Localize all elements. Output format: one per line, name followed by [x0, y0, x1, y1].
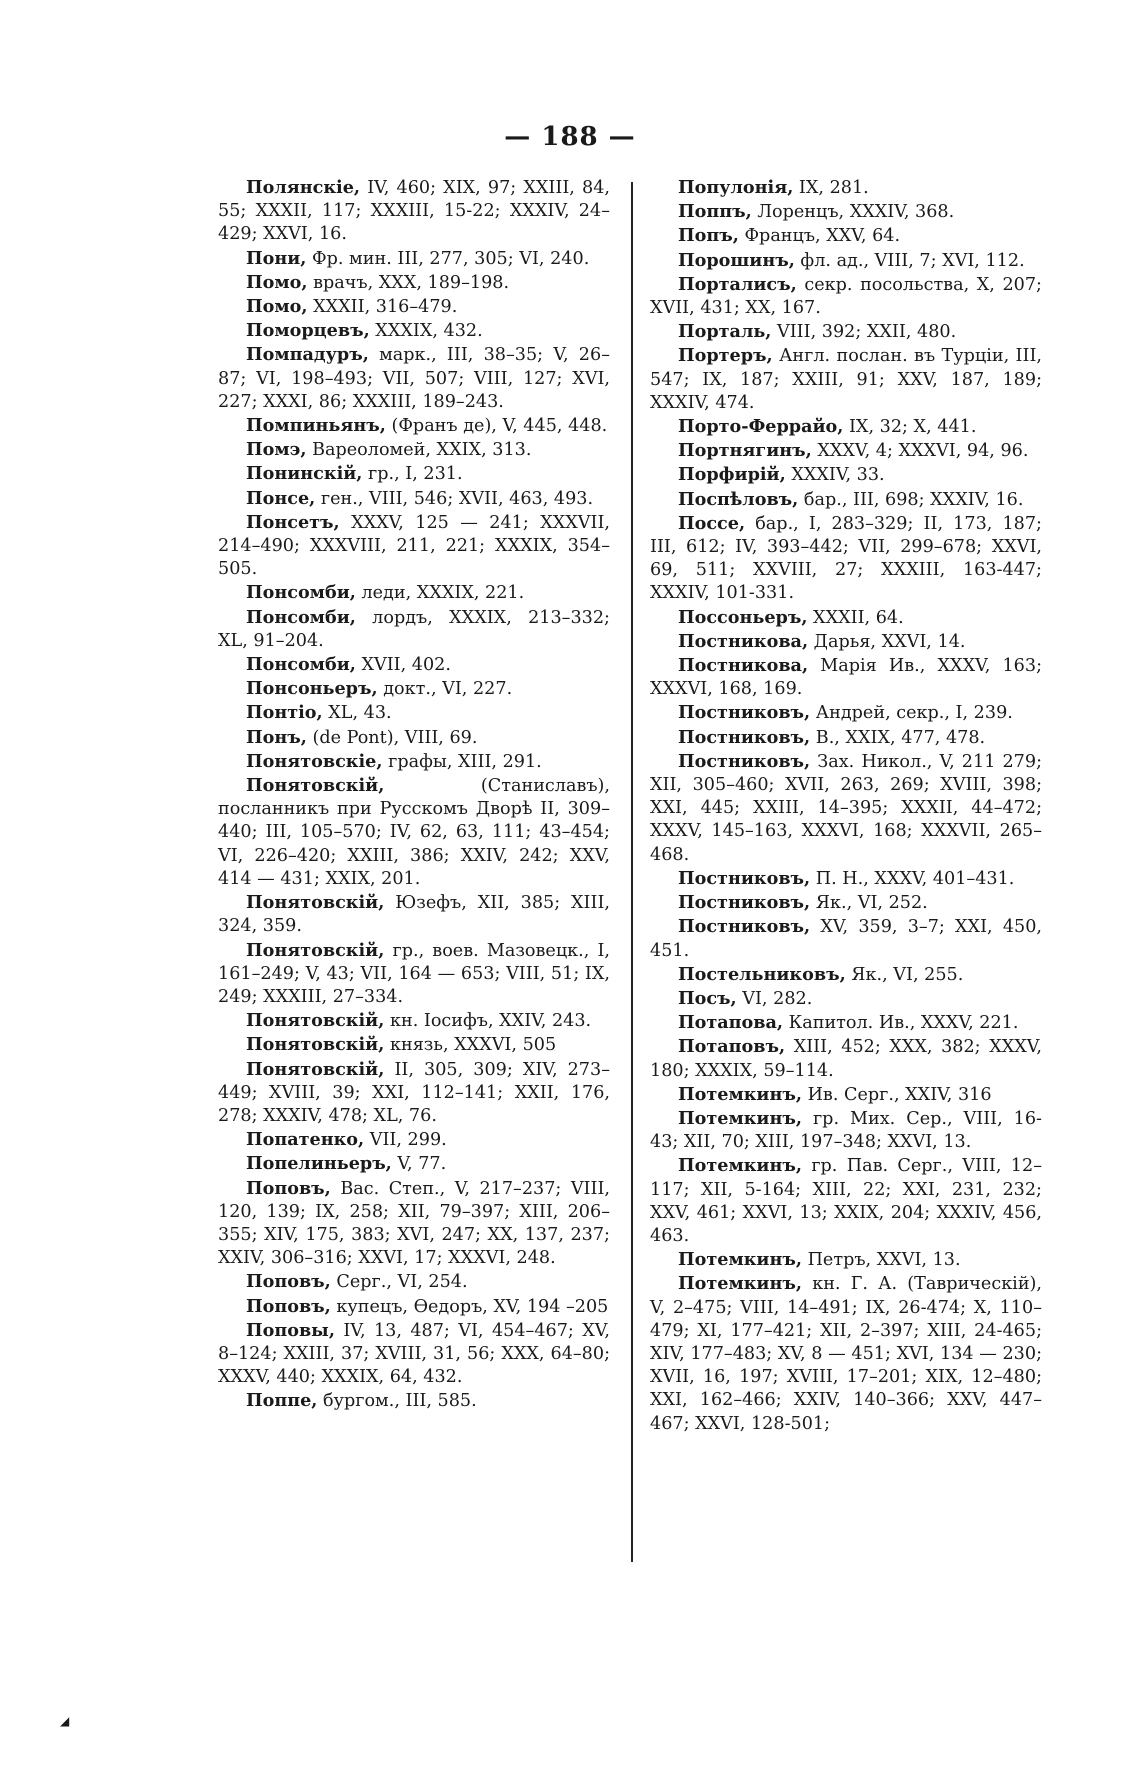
- entry-references: (Франъ де), V, 445, 448.: [385, 416, 608, 437]
- index-entry: [650, 249, 1042, 273]
- entry-name: Понсомби,: [246, 654, 356, 676]
- entry-name: Порфирій,: [678, 464, 786, 486]
- entry-name: Постникова,: [678, 630, 809, 652]
- entry-references: XXXIV, 33.: [785, 465, 885, 486]
- index-entry: [650, 915, 1042, 962]
- index-entry: [650, 630, 1042, 654]
- entry-name: Постниковъ,: [678, 867, 811, 889]
- entry-name: Портнягинъ,: [678, 440, 812, 462]
- entry-references: Серг., VI, 254.: [330, 1272, 468, 1293]
- entry-name: Понсомби,: [246, 582, 356, 604]
- entry-references: XXXII, 316–479.: [307, 297, 458, 318]
- index-entry: [218, 774, 610, 891]
- index-entry: [218, 1009, 610, 1033]
- index-entry: [218, 343, 610, 414]
- entry-name: Поппе,: [246, 1390, 318, 1412]
- index-entry: [650, 1011, 1042, 1035]
- entry-references: гр. Пав. Серг., VIII, 12–117; XII, 5-164; XIII, 22; XXI, 231, 232; XXV, 461; XXVI, 13; XXIX, 204; XXXIV, 456, 463.: [650, 1156, 1042, 1246]
- index-entry: [218, 726, 610, 750]
- entry-name: Пони,: [246, 247, 307, 269]
- entry-name: Помо,: [246, 296, 308, 318]
- entry-references: лордъ, XXXIX, 213–332; XL, 91–204.: [218, 607, 610, 651]
- entry-references: гр. Мих. Сер., VIII, 16-43; XII, 70; XIII, 197–348; XXVI, 13.: [650, 1108, 1042, 1153]
- entry-references: Капитол. Ив., XXXV, 221.: [783, 1013, 1019, 1034]
- entry-references: Марія Ив., XXXV, 163; XXXVI, 168, 169.: [650, 656, 1042, 700]
- index-entry: [650, 439, 1042, 463]
- index-entry: [650, 320, 1042, 344]
- entry-references: XL, 43.: [322, 703, 392, 724]
- entry-name: Потемкинъ,: [678, 1155, 802, 1177]
- entry-references: Зах. Никол., V, 211 279; XII, 305–460; XVII, 263, 269; XVIII, 398; XXI, 445; XXIII, 14–395; XXXII, 44–472; XXXV, 145–163, XXXVI, 168; XXXVII, 265–468.: [650, 751, 1042, 865]
- index-entry: [218, 1177, 610, 1271]
- index-entry: [218, 939, 610, 1010]
- entry-name: Помпадуръ,: [246, 344, 369, 366]
- entry-name: Понятовскіе,: [246, 750, 383, 772]
- entry-references: кн. Іосифъ, XXIV, 243.: [384, 1011, 592, 1032]
- index-entry: [218, 414, 610, 438]
- entry-name: Понятовскій,: [246, 775, 385, 797]
- entry-name: Поссоньеръ,: [678, 606, 808, 628]
- index-entry: [650, 273, 1042, 320]
- index-entry: [218, 1128, 610, 1152]
- entry-references: Вас. Степ., V, 217–237; VIII, 120, 139; IX, 258; XII, 79–397; XIII, 206–355; XIV, 175, 383; XVI, 247; XX, 137, 237; XXIV, 306–316; XXVI, 17; XXXVI, 248.: [218, 1178, 610, 1269]
- entry-name: Порталь,: [678, 321, 772, 343]
- entry-name: Порталисъ,: [678, 273, 797, 295]
- entry-references: Францъ, XXV, 64.: [738, 226, 901, 247]
- entry-references: IV, 460; XIX, 97; XXIII, 84, 55; XXXII, 117; XXXIII, 15-22; XXXIV, 24–429; XXVI, 16.: [218, 178, 610, 245]
- index-entry: [650, 1248, 1042, 1272]
- entry-references: купецъ, Ѳедоръ, XV, 194 –205: [330, 1296, 609, 1317]
- entry-name: Постельниковъ,: [678, 963, 846, 985]
- index-entry: [650, 463, 1042, 487]
- entry-name: Постниковъ,: [678, 726, 811, 748]
- index-entry: [218, 1058, 610, 1129]
- entry-references: VII, 299.: [364, 1130, 447, 1151]
- entry-name: Поморцевъ,: [246, 320, 370, 342]
- entry-references: графы, XIII, 291.: [382, 751, 542, 772]
- entry-name: Поппъ,: [678, 201, 752, 223]
- entry-name: Понинскій,: [246, 463, 363, 485]
- index-entry: [218, 462, 610, 486]
- index-entry: [218, 1295, 610, 1319]
- index-entry: [650, 1035, 1042, 1082]
- entry-name: Полянскіе,: [246, 177, 361, 198]
- index-entry: [218, 1270, 610, 1294]
- entry-references: XXXIX, 432.: [369, 321, 483, 342]
- left-column: [218, 176, 610, 1414]
- corner-mark: ◢: [60, 1714, 70, 1728]
- index-entry: [650, 750, 1042, 867]
- index-entry: [218, 581, 610, 605]
- entry-references: ген., VIII, 546; XVII, 463, 493.: [315, 488, 594, 509]
- entry-name: Потемкинъ,: [678, 1249, 802, 1271]
- entry-references: князь, XXXVI, 505: [384, 1035, 557, 1056]
- index-entry: [218, 487, 610, 511]
- entry-name: Потапова,: [678, 1012, 784, 1034]
- index-entry: [650, 654, 1042, 701]
- index-entry: [650, 176, 1042, 200]
- entry-references: Дарья, XXVI, 14.: [808, 631, 966, 652]
- index-entry: [650, 1272, 1042, 1435]
- entry-references: кн. Г. А. (Таврическій), V, 2–475; VIII, 14–491; IX, 26-474; X, 110–479; XI, 177–421; XII, 2–397; XIII, 24-465; XIV, 177–483; XV, 8 — 451; XVI, 134 — 230; XVII, 16, 197; XVIII, 17–201; XIX, 12–480; XXI, 162–466; XXIV, 140–366; XXV, 447–467; XXVI, 128-501;: [650, 1274, 1042, 1434]
- entry-references: Юзефъ, XII, 385; XIII, 324, 359.: [218, 893, 610, 937]
- entry-references: IX, 281.: [793, 178, 869, 198]
- entry-references: леди, XXXIX, 221.: [355, 583, 525, 604]
- index-entry: [650, 1083, 1042, 1107]
- entry-name: Поповъ,: [246, 1271, 331, 1293]
- index-entry: [650, 224, 1042, 248]
- entry-name: Потемкинъ,: [678, 1083, 802, 1105]
- index-entry: [218, 750, 610, 774]
- entry-name: Поповъ,: [246, 1177, 331, 1199]
- index-entry: [218, 891, 610, 938]
- index-entry: [650, 512, 1042, 606]
- column-divider: [631, 182, 633, 1562]
- entry-references: бар., III, 698; XXXIV, 16.: [798, 489, 1024, 510]
- entry-references: XIII, 452; XXX, 382; XXXV, 180; XXXIX, 59–114.: [650, 1037, 1042, 1081]
- entry-references: (de Pont), VIII, 69.: [306, 727, 478, 748]
- entry-name: Портеръ,: [678, 345, 773, 367]
- entry-references: Як., VI, 255.: [845, 964, 964, 985]
- entry-references: бар., I, 283–329; II, 173, 187; III, 612; IV, 393–442; VII, 299–678; XXVI, 69, 511; XXVIII, 27; XXXIII, 163-447; XXXIV, 101-331.: [650, 513, 1042, 604]
- index-entry: [218, 295, 610, 319]
- entry-name: Потаповъ,: [678, 1036, 786, 1058]
- entry-name: Потемкинъ,: [678, 1107, 802, 1129]
- entry-references: XVII, 402.: [355, 655, 451, 676]
- index-entry: [218, 511, 610, 582]
- index-entry: [218, 701, 610, 725]
- entry-name: Помпиньянъ,: [246, 415, 386, 437]
- entry-references: VIII, 392; XXII, 480.: [771, 322, 957, 343]
- entry-name: Понятовскій,: [246, 939, 385, 961]
- entry-references: марк., III, 38–35; V, 26–87; VI, 198–493; VII, 507; VIII, 127; XVI, 227; XXXI, 86; XXXIII, 189–243.: [218, 345, 610, 412]
- entry-name: Понтіо,: [246, 702, 323, 724]
- index-entry: [218, 1152, 610, 1176]
- index-entry: [218, 606, 610, 653]
- entry-name: Понятовскій,: [246, 1058, 385, 1080]
- index-entry: [650, 701, 1042, 725]
- entry-name: Постниковъ,: [678, 702, 811, 724]
- entry-name: Порошинъ,: [678, 249, 795, 271]
- entry-references: гр., воев. Мазовецк., I, 161–249; V, 43; VII, 164 — 653; VIII, 51; IX, 249; XXXIII, 27–334.: [218, 940, 610, 1007]
- index-entry: [650, 415, 1042, 439]
- entry-references: В., XXIX, 477, 478.: [810, 727, 986, 748]
- index-entry: [650, 1154, 1042, 1248]
- index-entry: [650, 987, 1042, 1011]
- entry-references: Ив. Серг., XXIV, 316: [801, 1084, 992, 1105]
- entry-references: фл. ад., VIII, 7; XVI, 112.: [794, 250, 1025, 271]
- entry-name: Помэ,: [246, 439, 307, 461]
- entry-name: Постниковъ,: [678, 750, 811, 772]
- index-entry: [218, 1389, 610, 1413]
- entry-references: Фр. мин. III, 277, 305; VI, 240.: [306, 248, 590, 269]
- index-entry: [218, 247, 610, 271]
- entry-references: Лоренцъ, XXXIV, 368.: [751, 202, 955, 223]
- entry-name: Поповъ,: [246, 1295, 331, 1317]
- index-entry: [650, 963, 1042, 987]
- entry-references: секр. посольства, X, 207; XVII, 431; XX, 167.: [650, 274, 1042, 319]
- entry-name: Попатенко,: [246, 1129, 365, 1151]
- entry-references: П. Н., XXXV, 401–431.: [810, 868, 1015, 889]
- entry-name: Постникова,: [678, 655, 809, 677]
- entry-references: XXXV, 4; XXXVI, 94, 96.: [811, 441, 1029, 462]
- index-entry: [650, 1107, 1042, 1154]
- entry-references: VI, 282.: [736, 988, 813, 1009]
- index-entry: [650, 344, 1042, 415]
- entry-references: гр., I, 231.: [362, 464, 463, 485]
- entry-references: врачъ, XXX, 189–198.: [307, 272, 510, 293]
- entry-references: (Станиславъ), посланникъ при Русскомъ Дворѣ II, 309–440; III, 105–570; IV, 62, 63, 111; 43–454; VI, 226–420; XXIII, 386; XXIV, 242; XXV, 414 — 431; XXIX, 201.: [218, 776, 610, 889]
- index-entry: [218, 438, 610, 462]
- entry-name: Понсомби,: [246, 606, 356, 628]
- entry-name: Понятовскій,: [246, 1010, 385, 1032]
- entry-name: Поссе,: [678, 512, 746, 534]
- entry-name: Понсетъ,: [246, 511, 340, 533]
- entry-references: XXXII, 64.: [807, 607, 904, 628]
- entry-references: докт., VI, 227.: [377, 679, 513, 700]
- index-entry: [218, 319, 610, 343]
- index-entry: [218, 1033, 610, 1057]
- entry-name: Попелиньеръ,: [246, 1153, 392, 1175]
- entry-name: Посъ,: [678, 987, 737, 1009]
- entry-name: Порто-Феррайо,: [678, 416, 844, 438]
- entry-name: Понсоньеръ,: [246, 678, 378, 700]
- index-entry: [650, 488, 1042, 512]
- entry-references: V, 77.: [391, 1154, 447, 1175]
- entry-name: Постниковъ,: [678, 916, 811, 938]
- entry-references: Андрей, секр., I, 239.: [810, 703, 1013, 724]
- index-entry: [650, 200, 1042, 224]
- entry-name: Поспѣловъ,: [678, 488, 799, 510]
- index-entry: [218, 677, 610, 701]
- entry-name: Понятовскій,: [246, 1034, 385, 1056]
- entry-references: Англ. послан. въ Турціи, III, 547; IX, 187; XXIII, 91; XXV, 187, 189; XXXIV, 474.: [650, 346, 1042, 413]
- index-entry: [218, 653, 610, 677]
- entry-name: Потемкинъ,: [678, 1273, 802, 1295]
- index-entry: [218, 176, 610, 247]
- entry-references: XV, 359, 3–7; XXI, 450, 451.: [650, 917, 1042, 961]
- entry-references: бургом., III, 585.: [317, 1391, 477, 1412]
- index-entry: [218, 271, 610, 295]
- index-entry: [650, 606, 1042, 630]
- entry-references: II, 305, 309; XIV, 273–449; XVIII, 39; XXI, 112–141; XXII, 176, 278; XXXIV, 478; XL, 76.: [218, 1059, 610, 1126]
- entry-name: Популонія,: [678, 177, 794, 198]
- right-column: [650, 176, 1042, 1436]
- entry-name: Постниковъ,: [678, 892, 811, 914]
- index-entry: [650, 726, 1042, 750]
- entry-name: Понятовскій,: [246, 892, 385, 914]
- index-entry: [218, 1319, 610, 1390]
- entry-name: Понъ,: [246, 726, 307, 748]
- entry-name: Попъ,: [678, 225, 739, 247]
- page-number: — 188 —: [504, 122, 636, 152]
- entry-name: Поповы,: [246, 1319, 335, 1341]
- index-entry: [650, 867, 1042, 891]
- entry-references: Петръ, XXVI, 13.: [801, 1250, 961, 1271]
- entry-references: Як., VI, 252.: [810, 893, 928, 914]
- index-entry: [650, 891, 1042, 915]
- entry-references: IV, 13, 487; VI, 454–467; XV, 8–124; XXIII, 37; XVIII, 31, 56; XXX, 64–80; XXXV, 440; XXXIX, 64, 432.: [218, 1320, 610, 1388]
- entry-references: XXXV, 125 — 241; XXXVII, 214–490; XXXVIII, 211, 221; XXXIX, 354–505.: [218, 512, 610, 580]
- entry-name: Помо,: [246, 271, 308, 293]
- entry-name: Понсе,: [246, 487, 316, 509]
- entry-references: IX, 32; X, 441.: [843, 417, 977, 438]
- entry-references: Вареоломей, XXIX, 313.: [306, 440, 532, 461]
